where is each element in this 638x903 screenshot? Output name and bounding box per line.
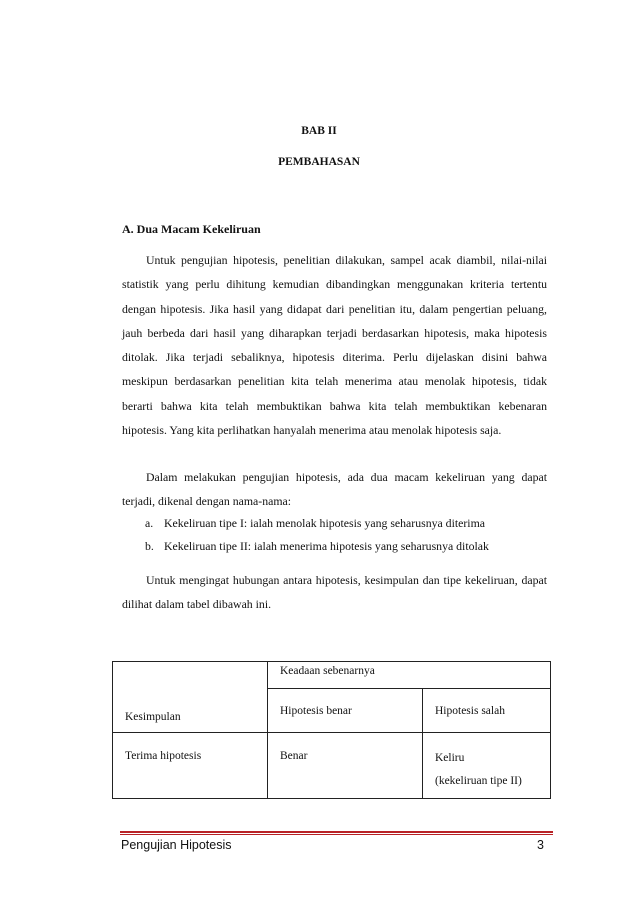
table-cell-accept: Terima hipotesis xyxy=(113,733,268,799)
paragraph-types: Dalam melakukan pengujian hipotesis, ada dua macam kekeliruan yang dapat terjadi, dikenal dengan nama-nama: xyxy=(122,470,547,509)
list-item xyxy=(145,516,489,539)
table-header-hypothesis-false: Hipotesis salah xyxy=(423,689,551,733)
section-heading: A. Dua Macam Kekeliruan xyxy=(122,222,261,236)
table-header-actual-state: Keadaan sebenarnya xyxy=(268,662,551,689)
footer-rule-thin xyxy=(120,834,553,835)
list-item-text: Kekeliruan tipe I: ialah menolak hipotesis yang seharusnya diterima xyxy=(163,516,485,530)
list-marker: a. xyxy=(145,516,154,530)
list-marker: b. xyxy=(145,539,154,553)
footer-rule xyxy=(120,831,553,833)
page-number: 3 xyxy=(537,838,544,852)
table-header-conclusion: Kesimpulan xyxy=(113,662,268,733)
chapter-title: PEMBAHASAN xyxy=(278,156,360,168)
paragraph-intro: Untuk pengujian hipotesis, penelitian dilakukan, sampel acak diambil, nilai-nilai statistik yang perlu dihitung kemudian dibandingkan menggunakan kriteria tertentu dengan hipotesis. Jika hasil yang didapat dari penelitian itu, dalam pengertian peluang, jauh berbeda dari hasil yang diharapkan terjadi berdasarkan hipotesis, maka hipotesis ditolak. Jika terjadi sebaliknya, hipotesis diterima. Perlu dijelaskan disini bahwa meskipun berdasarkan penelitian kita telah menerima atau menolak hipotesis, tidak berarti bahwa kita telah membuktikan bahwa kita telah membuktikan kebenaran hipotesis. Yang kita perlihatkan hanyalah menerima atau menolak hipotesis saja. xyxy=(122,253,547,438)
table-cell-error xyxy=(423,733,551,799)
error-type-list xyxy=(145,516,489,562)
table-header-hypothesis-true: Hipotesis benar xyxy=(268,689,423,733)
list-item-text: Kekeliruan tipe II: ialah menerima hipotesis yang seharusnya ditolak xyxy=(163,539,489,553)
table-cell-error-label: Keliru xyxy=(435,752,465,764)
table-row xyxy=(113,733,551,799)
chapter-number: BAB II xyxy=(301,125,337,137)
footer-title: Pengujian Hipotesis xyxy=(121,838,232,852)
error-table xyxy=(112,661,551,799)
table-cell-correct: Benar xyxy=(268,733,423,799)
paragraph-table-intro: Untuk mengingat hubungan antara hipotesis, kesimpulan dan tipe kekeliruan, dapat dilihat dalam tabel dibawah ini. xyxy=(122,573,547,612)
list-item xyxy=(145,539,489,562)
table-cell-error-type: (kekeliruan tipe II) xyxy=(435,775,522,787)
